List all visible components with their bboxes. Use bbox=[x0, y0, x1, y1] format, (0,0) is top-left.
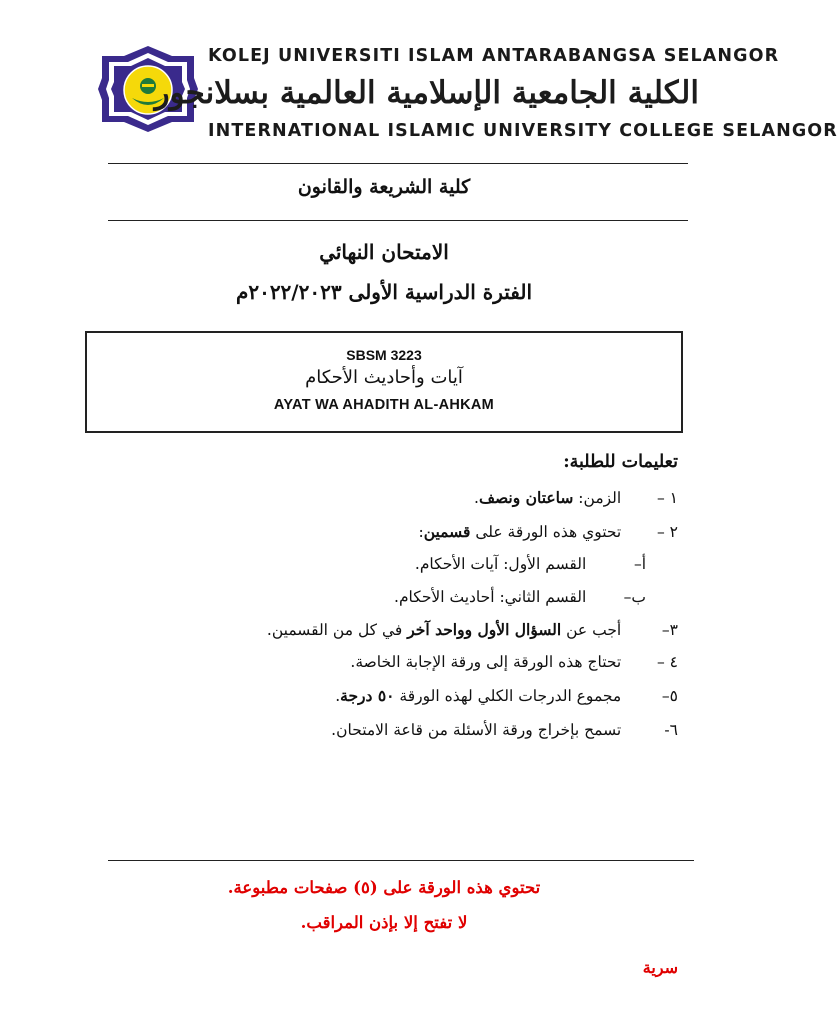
course-title-latin: AYAT WA AHADITH AL-AHKAM bbox=[273, 397, 495, 413]
instruction-subitem bbox=[394, 588, 646, 606]
instruction-emphasis: قسمين bbox=[423, 522, 471, 541]
instruction-item bbox=[474, 488, 678, 507]
instruction-text: تحتاج هذه الورقة إلى ورقة الإجابة الخاصة. bbox=[350, 653, 622, 671]
instruction-item bbox=[418, 522, 678, 541]
instruction-item bbox=[350, 653, 678, 671]
course-code: SBSM 3223 bbox=[346, 347, 422, 363]
confidential-label: سرية bbox=[642, 958, 678, 977]
instruction-suffix: . bbox=[335, 687, 341, 705]
instruction-suffix: : bbox=[418, 523, 424, 541]
faculty-name: كلية الشريعة والقانون bbox=[297, 176, 471, 198]
instruction-emphasis: ساعتان ونصف bbox=[478, 488, 574, 507]
divider-faculty bbox=[108, 220, 688, 221]
instruction-text: أجب عن bbox=[561, 621, 622, 639]
instruction-suffix: . bbox=[474, 489, 479, 507]
instruction-number: ٢ – bbox=[656, 523, 678, 541]
instruction-text: تحتوي هذه الورقة على bbox=[470, 523, 622, 541]
instruction-text: القسم الثاني: أحاديث الأحكام. bbox=[394, 588, 587, 606]
instruction-number: ٦- bbox=[664, 721, 678, 739]
instruction-suffix: في كل من القسمين. bbox=[266, 621, 408, 639]
instruction-text: الزمن: bbox=[573, 489, 622, 507]
instruction-subitem bbox=[415, 555, 646, 573]
instruction-item bbox=[267, 620, 678, 639]
instruction-emphasis: ٥٠ درجة bbox=[340, 686, 395, 705]
college-name-english: INTERNATIONAL ISLAMIC UNIVERSITY COLLEGE SELANGOR bbox=[208, 121, 838, 141]
pages-note: تحتوي هذه الورقة على (٥) صفحات مطبوعة. bbox=[227, 878, 541, 897]
instruction-number: ٣– bbox=[661, 621, 678, 639]
instructions-heading: تعليمات للطلبة: bbox=[563, 452, 678, 472]
divider-footer bbox=[108, 860, 694, 861]
exam-title: الامتحان النهائي bbox=[319, 240, 449, 264]
exam-semester: الفترة الدراسية الأولى ٢٠٢٢/٢٠٢٣م bbox=[235, 280, 533, 304]
instruction-number: ب– bbox=[623, 588, 646, 606]
divider-top bbox=[108, 163, 688, 164]
college-name-arabic: الكلية الجامعية الإسلامية العالمية بسلانجور bbox=[154, 75, 699, 111]
instruction-text: القسم الأول: آيات الأحكام. bbox=[414, 555, 587, 573]
instruction-text: تسمح بإخراج ورقة الأسئلة من قاعة الامتحان. bbox=[331, 721, 622, 739]
course-title-arabic: آيات وأحاديث الأحكام bbox=[305, 367, 463, 388]
instruction-item bbox=[331, 721, 678, 739]
instruction-number: ١ – bbox=[656, 489, 678, 507]
open-permission-note: لا تفتح إلا بإذن المراقب. bbox=[300, 913, 468, 932]
instruction-text: مجموع الدرجات الكلي لهذه الورقة bbox=[394, 687, 622, 705]
course-box bbox=[85, 331, 683, 433]
instruction-number: أ– bbox=[633, 555, 646, 573]
instruction-item bbox=[335, 686, 678, 705]
instruction-number: ٥– bbox=[661, 687, 678, 705]
instruction-emphasis: السؤال الأول وواحد آخر bbox=[407, 620, 562, 639]
college-name-malay: KOLEJ UNIVERSITI ISLAM ANTARABANGSA SELANGOR bbox=[208, 46, 780, 66]
instruction-number: ٤ – bbox=[656, 653, 678, 671]
